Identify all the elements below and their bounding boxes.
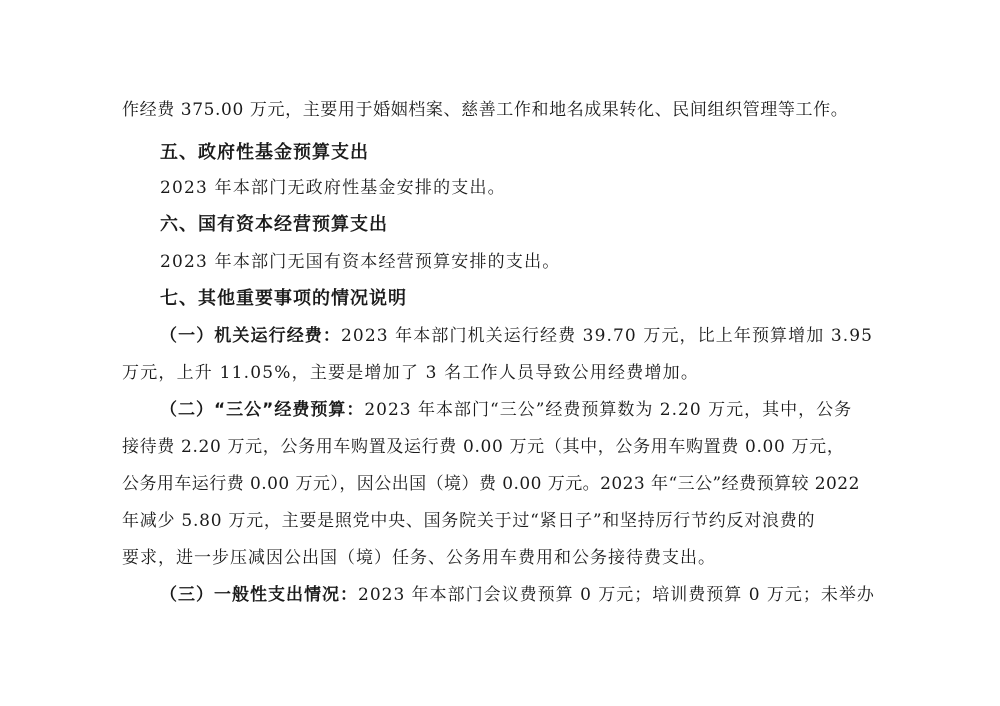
item-2-line-5: 要求，进一步压减因公出国（境）任务、公务用车费用和公务接待费支出。 (122, 548, 716, 568)
item-2-label: （二）“三公”经费预算： (160, 400, 365, 420)
item-3-line-1 (160, 583, 875, 607)
item-1-line-2: 万元，上升 11.05%，主要是增加了 3 名工作人员导致公用经费增加。 (122, 363, 700, 383)
item-2-line-3: 公务用车运行费 0.00 万元），因公出国（境）费 0.00 万元。2023 年“三公”经费预算较 2022 (122, 474, 860, 494)
item-3-label: （三）一般性支出情况： (160, 585, 358, 605)
item-1-label: （一）机关运行经费： (160, 326, 341, 346)
item-1-line-1 (160, 324, 873, 348)
section-6-text: 2023 年本部门无国有资本经营预算安排的支出。 (160, 252, 561, 272)
section-heading-7: 七、其他重要事项的情况说明 (160, 288, 407, 309)
section-heading-5: 五、政府性基金预算支出 (160, 142, 369, 163)
item-2-line-4: 年减少 5.80 万元，主要是照党中央、国务院关于过“紧日子”和坚持厉行节约反对浪费的 (122, 511, 816, 531)
section-heading-6: 六、国有资本经营预算支出 (160, 214, 388, 235)
section-5-text: 2023 年本部门无政府性基金安排的支出。 (160, 178, 506, 198)
item-3-text: 2023 年本部门会议费预算 0 万元；培训费预算 0 万元；未举办 (358, 585, 875, 605)
item-1-text: 2023 年本部门机关运行经费 39.70 万元，比上年预算增加 3.95 (341, 326, 874, 346)
item-2-line-1 (160, 398, 852, 422)
paragraph-line-prev-end: 作经费 375.00 万元，主要用于婚姻档案、慈善工作和地名成果转化、民间组织管理等工作。 (122, 100, 849, 120)
item-2-text: 2023 年本部门“三公”经费预算数为 2.20 万元，其中，公务 (364, 400, 853, 420)
item-2-line-2: 接待费 2.20 万元，公务用车购置及运行费 0.00 万元（其中，公务用车购置费 0.00 万元， (122, 437, 845, 457)
